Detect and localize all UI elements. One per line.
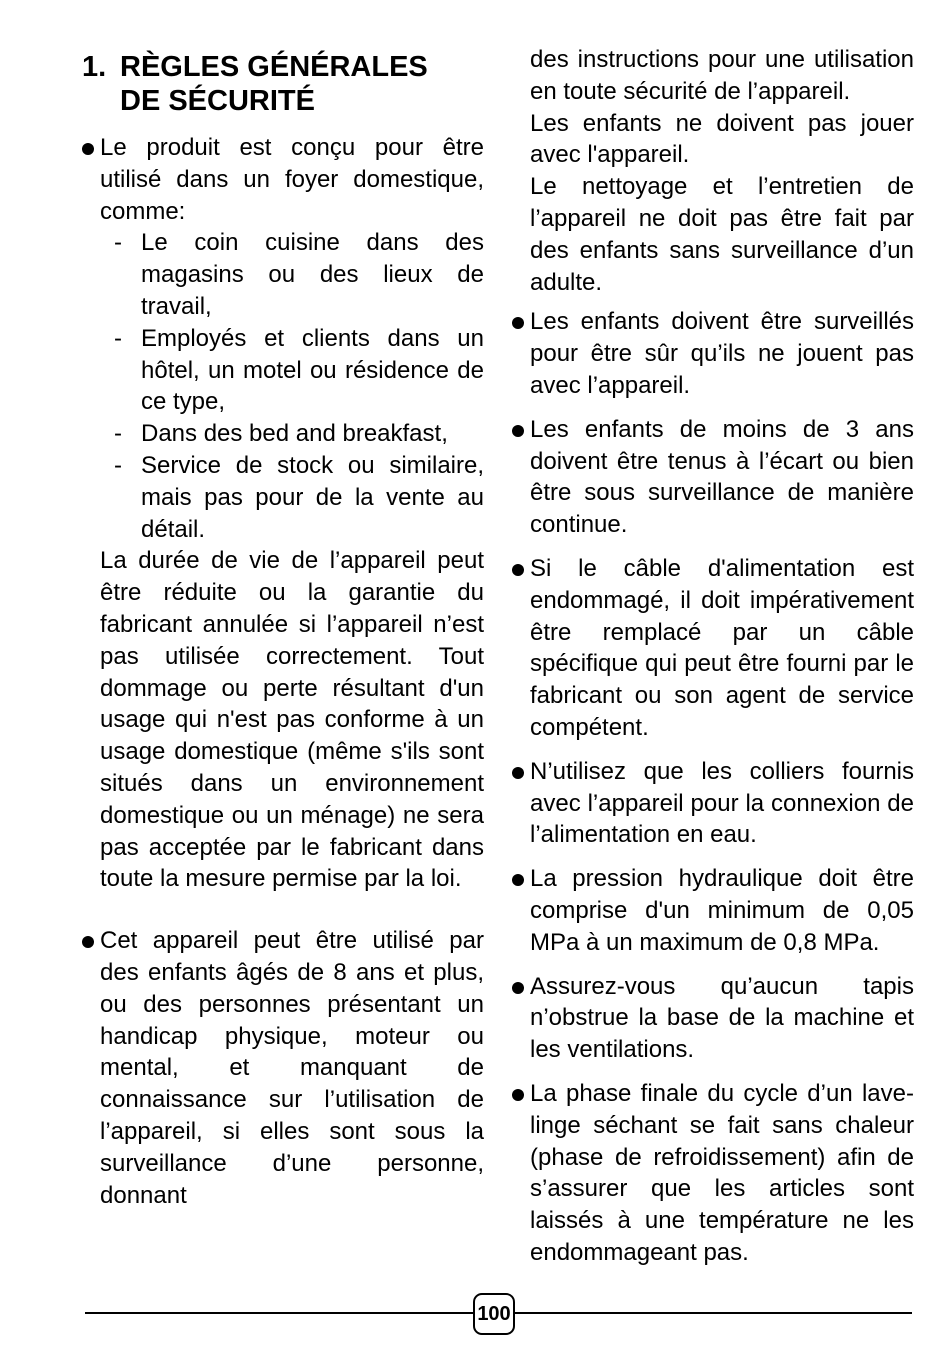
- section-title-line2: DE SÉCURITÉ: [120, 85, 315, 117]
- paragraph-children-play: Les enfants ne doivent pas jouer avec l'appareil.: [530, 109, 914, 169]
- section-title: [120, 50, 484, 118]
- bullet-text: Les enfants de moins de 3 ans doivent être tenus à l’écart ou bien être sous surveillance de manière continue.: [530, 415, 914, 539]
- sub-item-text: Employés et clients dans un hôtel, un motel ou résidence de ce type,: [141, 324, 484, 416]
- bullet-text: La phase finale du cycle d’un lave-linge séchant se fait sans chaleur (phase de refroidissement) afin de s’assurer que les articles sont laissés à une température ne les endommageant pas.: [530, 1079, 914, 1266]
- bullet-dot-icon: [512, 874, 524, 886]
- bullet-dot-icon: [512, 767, 524, 779]
- bullet-item: [82, 925, 484, 1211]
- sub-item-text: Dans des bed and breakfast,: [141, 420, 448, 448]
- section-heading: [82, 50, 484, 118]
- bullet-item: [512, 306, 914, 401]
- bullet-text: Le produit est conçu pour être utilisé dans un foyer domestique, comme:: [100, 134, 484, 225]
- right-column: [512, 44, 914, 1269]
- bullet-dot-icon: [512, 425, 524, 437]
- footer-rule-left: [85, 1312, 473, 1314]
- bullet-item: [512, 553, 914, 744]
- footer-rule-right: [515, 1312, 912, 1314]
- bullet-dot-icon: [512, 1089, 524, 1101]
- bullet-item: [512, 971, 914, 1066]
- paragraph-cleaning: Le nettoyage et l’entretien de l’appareil ne doit pas être fait par des enfants sans surveillance d’un adulte.: [530, 173, 914, 296]
- dash-marker: -: [114, 324, 122, 352]
- bullet-text: N’utilisez que les colliers fournis avec l’appareil pour la connexion de l’alimentation en eau.: [530, 757, 914, 849]
- bullet-dot-icon: [512, 564, 524, 576]
- bullet-dot-icon: [82, 143, 94, 155]
- section-title-line1: RÈGLES GÉNÉRALES: [120, 51, 428, 83]
- bullet-text: Assurez-vous qu’aucun tapis n’obstrue la base de la machine et les ventilations.: [530, 972, 914, 1064]
- bullet-text: La pression hydraulique doit être comprise d'un minimum de 0,05 MPa à un maximum de 0,8 MPa.: [530, 865, 914, 956]
- bullet-item: [512, 863, 914, 958]
- bullet-item: [512, 414, 914, 541]
- bullet-text: Cet appareil peut être utilisé par des enfants âgés de 8 ans et plus, ou des personnes présentant un handicap physique, moteur ou mental, et manquant de connaissance sur l’utilisation de l’appareil, si elles sont sous la surveillance d’une personne, donnant: [100, 927, 484, 1209]
- bullet-dot-icon: [512, 982, 524, 994]
- bullet-item: [82, 132, 484, 227]
- sub-item-text: Le coin cuisine dans des magasins ou des lieux de travail,: [141, 229, 484, 320]
- sub-list-item: [82, 227, 484, 322]
- dash-marker: -: [114, 420, 122, 448]
- paragraph-continued: des instructions pour une utilisation en toute sécurité de l’appareil.: [530, 46, 914, 105]
- bullet-text: Les enfants doivent être surveillés pour être sûr qu’ils ne jouent pas avec l’appareil.: [530, 308, 914, 399]
- bullet-item: [512, 756, 914, 851]
- section-number: 1.: [82, 51, 107, 83]
- bullet-dot-icon: [82, 936, 94, 948]
- left-column: [82, 44, 484, 1211]
- dash-marker: -: [114, 451, 122, 479]
- bullet-item: [512, 1078, 914, 1269]
- bullet-dot-icon: [512, 317, 524, 329]
- sub-list-item: [82, 450, 484, 545]
- sub-list-item: [82, 418, 484, 450]
- sub-list-item: [82, 323, 484, 418]
- sub-item-text: Service de stock ou similaire, mais pas pour de la vente au détail.: [141, 451, 484, 543]
- paragraph-lifetime-warranty: La durée de vie de l’appareil peut être réduite ou la garantie du fabricant annulée si l’appareil n’est pas utilisée correctement. Tout dommage ou perte résultant d'un usage qui n'est pas conforme à un usage domestique (même s'ils sont situés dans un environnement domestique ou un ménage) ne sera pas acceptée par le fabricant dans toute la mesure permise par la loi.: [100, 547, 484, 893]
- bullet-text: Si le câble d'alimentation est endommagé, il doit impérativement être remplacé par un câble spécifique qui peut être fourni par le fabricant ou son agent de service compétent.: [530, 554, 914, 741]
- dash-marker: -: [114, 229, 122, 257]
- page-number: 100: [473, 1293, 515, 1335]
